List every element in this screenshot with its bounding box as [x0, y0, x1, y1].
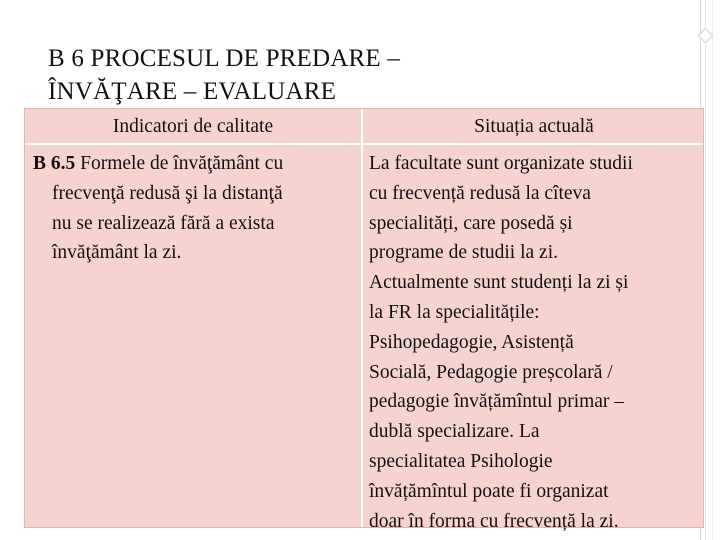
indicator-line: învăţământ la zi. — [52, 242, 182, 264]
indicator-code: B 6.5 — [33, 153, 76, 174]
cell-indicator — [33, 149, 355, 268]
header-current-situation: Situația actuală — [474, 116, 594, 137]
header-divider — [25, 143, 703, 145]
situation-line: programe de studii la zi. — [369, 242, 558, 264]
indicator-line: nu se realizează fără a exista — [52, 212, 275, 234]
decorative-border-line — [712, 0, 713, 540]
situation-line: specialitatea Psihologie — [369, 450, 553, 472]
situation-line: Socială, Pedagogie preșcolară / — [369, 361, 613, 383]
quality-table — [24, 108, 704, 532]
cell-current-situation — [369, 149, 703, 536]
situation-line: la FR la specialitățile: — [369, 301, 540, 323]
situation-line: Actualmente sunt studenți la zi și — [369, 272, 629, 294]
header-indicators: Indicatori de calitate — [112, 116, 274, 137]
situation-line: specialități, care posedă și — [369, 212, 573, 234]
situation-line: învățămîntul poate fi organizat — [369, 480, 609, 502]
slide-title-line: B 6 PROCESUL DE PREDARE – — [48, 45, 401, 72]
indicator-line-first — [33, 149, 355, 179]
situation-line: cu frecvență redusă la cîteva — [369, 182, 591, 204]
column-divider — [361, 109, 363, 527]
indicator-line: Formele de învăţământ cu — [75, 153, 284, 174]
situation-line: Psihopedagogie, Asistență — [369, 331, 574, 353]
slide-title-line: ÎNVĂŢARE – EVALUARE — [48, 78, 337, 105]
situation-line: pedagogie învățămîntul primar – — [369, 391, 625, 413]
situation-line: doar în forma cu frecvență la zi. — [369, 510, 619, 532]
indicator-line: frecvenţă redusă şi la distanţă — [52, 182, 283, 204]
situation-line: dublă specializare. La — [369, 421, 540, 443]
slide-title — [48, 42, 668, 108]
decorative-border-line — [705, 0, 706, 540]
situation-line: La facultate sunt organizate studii — [369, 153, 633, 174]
